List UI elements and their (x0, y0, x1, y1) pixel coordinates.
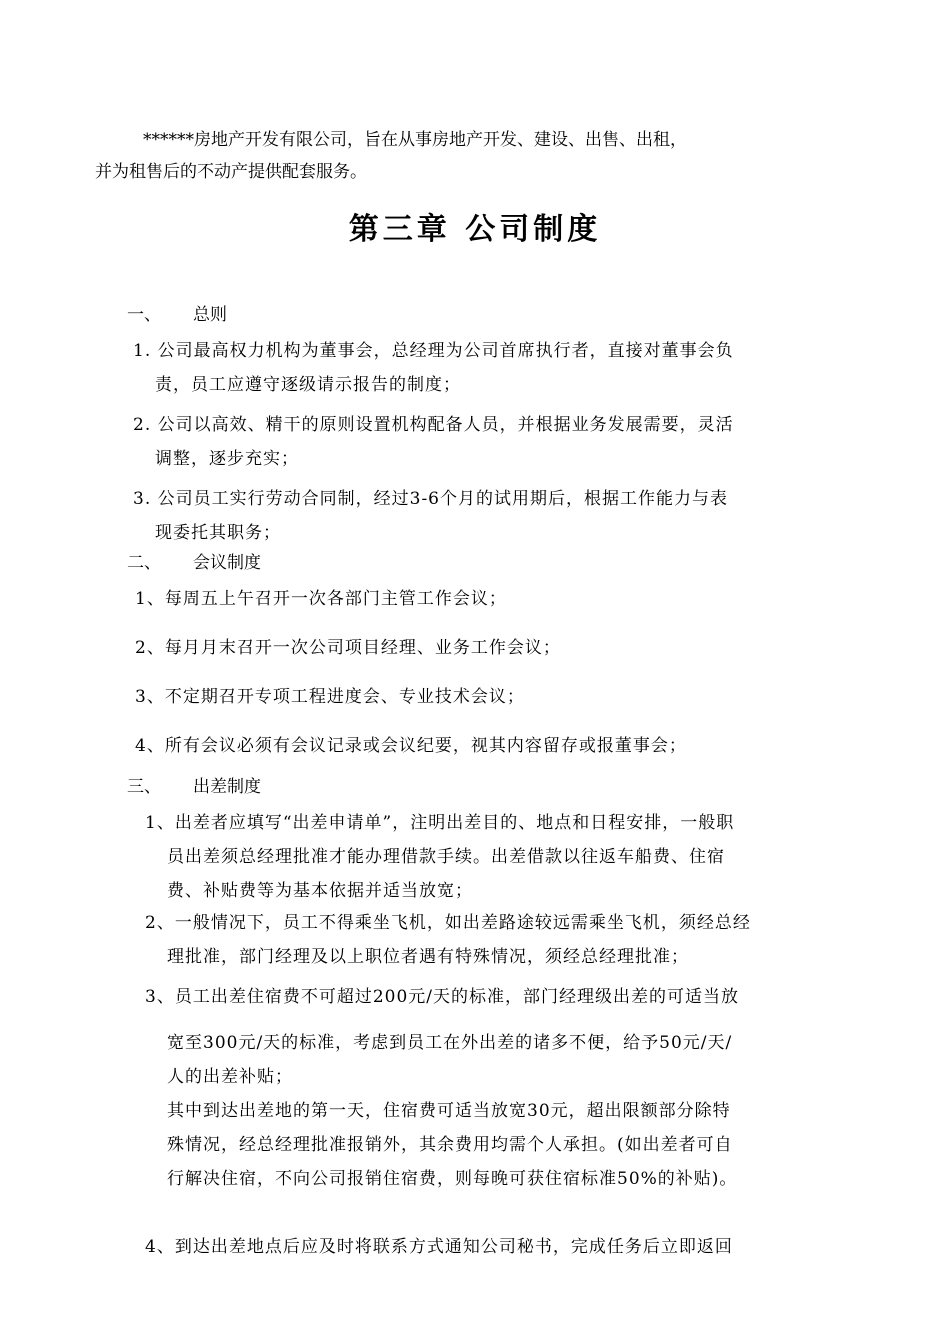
section-heading-business-travel (127, 772, 261, 797)
list-item (145, 980, 739, 1196)
section-title: 会议制度 (193, 553, 261, 573)
section-title: 出差制度 (193, 777, 261, 797)
section-number: 一、 (127, 305, 161, 325)
item-line: 殊情况，经总经理批准报销外，其余费用均需个人承担。(如出差者可自 (167, 1135, 733, 1155)
item-line: 现委托其职务； (155, 523, 281, 543)
intro-paragraph (95, 124, 885, 188)
item-line: 宽至300元/天的标准，考虑到员工在外出差的诸多不便，给予50元/天/ (167, 1033, 733, 1053)
section-number: 二、 (127, 553, 161, 573)
list-item (145, 806, 734, 908)
item-line: 调整，逐步充实； (155, 449, 299, 469)
item-line: 1、出差者应填写“出差申请单”，注明出差目的、地点和日程安排，一般职 (145, 813, 735, 833)
list-item (145, 1230, 733, 1264)
item-line: 责，员工应遵守逐级请示报告的制度； (155, 375, 461, 395)
section-heading-general (127, 300, 227, 325)
item-line: 1. 公司最高权力机构为董事会，总经理为公司首席执行者，直接对董事会负 (133, 341, 734, 361)
list-item (133, 334, 734, 402)
item-line: 人的出差补贴； (167, 1067, 293, 1087)
list-item (133, 482, 728, 550)
list-item: 4、所有会议必须有会议记录或会议纪要，视其内容留存或报董事会； (135, 736, 687, 756)
list-item: 3、不定期召开专项工程进度会、专业技术会议； (135, 687, 525, 707)
item-line: 4、到达出差地点后应及时将联系方式通知公司秘书，完成任务后立即返回 (145, 1237, 733, 1257)
item-line: 3. 公司员工实行劳动合同制，经过3-6个月的试用期后，根据工作能力与表 (133, 489, 728, 509)
item-line: 员出差须总经理批准才能办理借款手续。出差借款以往返车船费、住宿 (167, 847, 725, 867)
section-number: 三、 (127, 777, 161, 797)
section-heading-meetings (127, 548, 261, 573)
list-item (133, 408, 734, 476)
item-line: 2、一般情况下，员工不得乘坐飞机，如出差路途较远需乘坐飞机，须经总经 (145, 913, 751, 933)
item-line: 理批准，部门经理及以上职位者遇有特殊情况，须经总经理批准； (167, 947, 689, 967)
chapter-title: 第三章 公司制度 (348, 212, 602, 247)
item-line: 行解决住宿，不向公司报销住宿费，则每晚可获住宿标准50%的补贴)。 (167, 1169, 738, 1189)
item-line: 费、补贴费等为基本依据并适当放宽； (167, 881, 473, 901)
list-item: 2、每月月末召开一次公司项目经理、业务工作会议； (135, 638, 561, 658)
item-line: 2. 公司以高效、精干的原则设置机构配备人员，并根据业务发展需要，灵活 (133, 415, 734, 435)
intro-line-2: 并为租售后的不动产提供配套服务。 (95, 162, 367, 182)
section-title: 总则 (193, 305, 227, 325)
list-item (145, 906, 751, 974)
list-item: 1、每周五上午召开一次各部门主管工作会议； (135, 589, 507, 609)
intro-line-1: ******房地产开发有限公司，旨在从事房地产开发、建设、出售、出租， (143, 130, 687, 150)
item-line: 3、员工出差住宿费不可超过200元/天的标准，部门经理级出差的可适当放 (145, 987, 739, 1007)
item-line: 其中到达出差地的第一天，住宿费可适当放宽30元，超出限额部分除特 (167, 1101, 731, 1121)
